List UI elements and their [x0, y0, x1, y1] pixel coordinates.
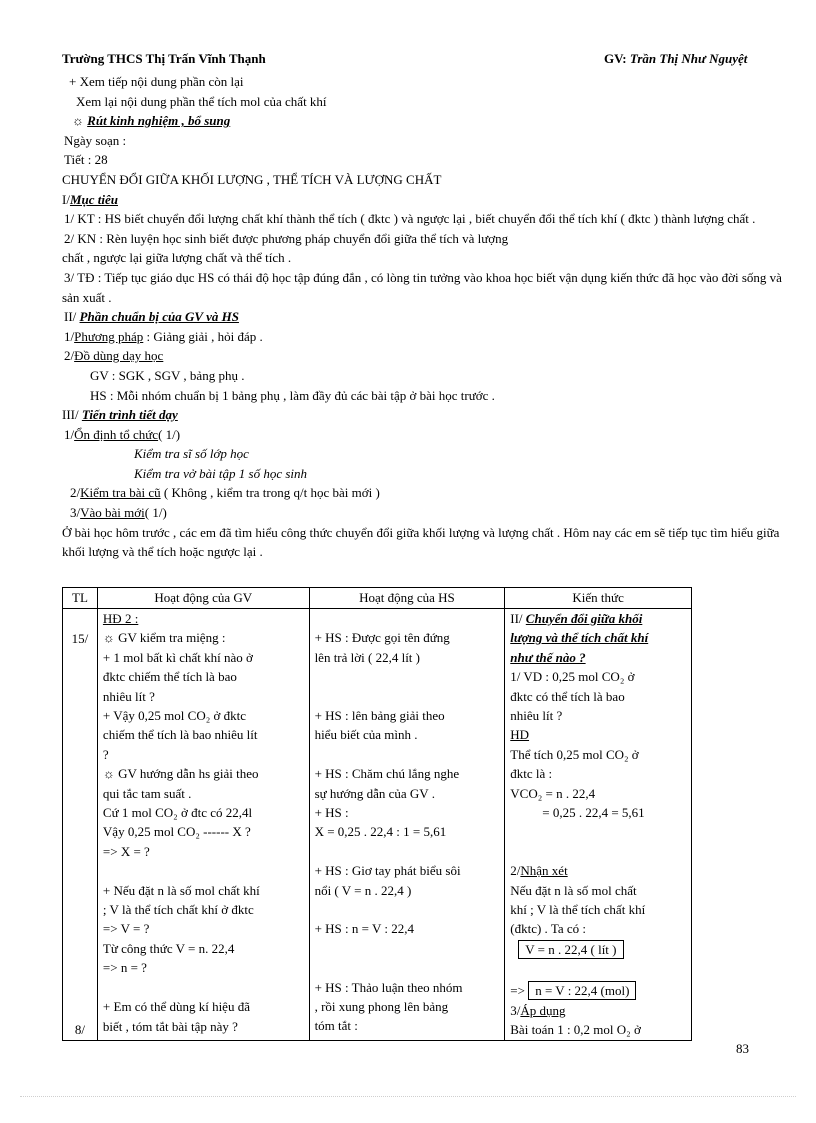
step-detail: Kiểm tra vở bài tập 1 số học sinh: [134, 465, 308, 481]
formula-box: V = n . 22,4 ( lít ): [518, 940, 623, 959]
step-detail: Kiểm tra sĩ số lớp học: [134, 446, 249, 462]
formula-box: n = V : 22,4 (mol): [528, 981, 636, 1000]
star-icon: ☼: [72, 113, 84, 129]
column-header: Kiến thức: [505, 588, 692, 609]
page-divider: [20, 1096, 796, 1097]
lesson-number: Tiết : 28: [64, 152, 108, 168]
page-number: 83: [736, 1041, 749, 1056]
table-row: [63, 609, 692, 1041]
intro-line: + Xem tiếp nội dung phần còn lại: [69, 74, 244, 89]
teacher-label: GV:: [604, 51, 627, 66]
section-heading: III/ Tiến trình tiết dạy: [62, 407, 178, 423]
time-column: [63, 609, 98, 1041]
date-line: Ngày soạn :: [64, 132, 127, 148]
column-header: TL: [63, 588, 98, 609]
knowledge-column: II/ Chuyển đổi giữa khối lượng và thể tích chất khí như thế nào ? 1/ VD : 0,25 mol CO₂ ở đktc có thể tích là bao nhiêu lít ? HD Thể tích 0,25 mol CO₂ ở đktc là : VCO₂ = n . 22,4 = 0,25 . 22,4 = 5,61 2/Nhận xét Nếu đặt n là số mol chất khí ; V là thể tích chất khí (đktc) . Ta có : V = n . 22,4 ( lít ) => n = V : 22,4 (mol) 3/Áp dụng Bài toán 1 : 0,2 mol O₂ ở: [505, 609, 692, 1041]
teacher-name: Trần Thị Như Nguyệt: [629, 51, 748, 66]
objective-skill: 2/ KN : Rèn luyện học sinh biết được phương pháp chuyển đổi giữa thể tích và lượng: [64, 230, 509, 246]
step-line: 1/Ổn định tổ chức( 1/): [64, 426, 181, 442]
school-name: Trường THCS Thị Trấn Vĩnh Thạnh: [62, 51, 266, 66]
lesson-table: [62, 587, 692, 1041]
objective-skill-cont: chất , ngược lại giữa lượng chất và thể tích .: [62, 250, 292, 266]
lesson-title: CHUYỂN ĐỔI GIỮA KHỐI LƯỢNG , THỂ TÍCH VÀ LƯỢNG CHẤT: [62, 171, 442, 187]
time-value: 8/: [74, 1022, 86, 1038]
intro-paragraph: Ở bài học hôm trước , các em đã tìm hiểu công thức chuyển đổi giữa khối lượng và lượng chất . Hôm nay các em sẽ tiếp tục tìm hiểu giữa khối lượng và thể tích hoặc ngược lại .: [62, 524, 780, 560]
materials-line: 2/Đồ dùng dạy học: [64, 348, 164, 364]
column-header: Hoạt động của HS: [309, 588, 505, 609]
step-line: 2/Kiểm tra bài cũ ( Không , kiểm tra trong q/t học bài mới ): [70, 485, 380, 501]
table-header-row: [63, 588, 692, 609]
objective-knowledge: 1/ KT : HS biết chuyển đổi lượng chất khí thành thể tích ( đktc ) và ngược lại , biết chuyển đổi thể tích khí ( đktc ) thành lượng chất .: [64, 211, 756, 227]
student-materials: HS : Mỗi nhóm chuẩn bị 1 bảng phụ , làm đầy đủ các bài tập ở bài học trước .: [90, 387, 495, 403]
column-header: Hoạt động của GV: [97, 588, 309, 609]
method-line: 1/Phương pháp : Giảng giải , hỏi đáp .: [64, 328, 263, 344]
teacher-info: [604, 51, 747, 67]
objective-attitude: 3/ TĐ : Tiếp tục giáo dục HS có thái độ học tập đúng đắn , có lòng tin tưởng vào khoa học biết vận dụng kiến thức đã học vào đời sống và sản xuất .: [62, 269, 782, 305]
student-activity: + HS : Được gọi tên đứng lên trả lời ( 22,4 lít ) + HS : lên bảng giải theo hiểu biết của mình . + HS : Chăm chú lắng nghe sự hướng dẫn của GV . + HS : X = 0,25 . 22,4 : 1 = 5,61 + HS : Giơ tay phát biểu sôi nổi ( V = n . 22,4 ) + HS : n = V : 22,4 + HS : Thảo luận theo nhóm , rồi xung phong lên bảng tóm tắt :: [309, 609, 505, 1041]
section-heading: II/ Phần chuẩn bị của GV và HS: [64, 309, 239, 325]
section-heading: I/Mục tiêu: [62, 191, 118, 207]
teacher-materials: GV : SGK , SGV , bảng phụ .: [90, 367, 245, 383]
step-line: 3/Vào bài mới( 1/): [70, 505, 167, 521]
intro-line: Xem lại nội dung phần thể tích mol của chất khí: [76, 93, 327, 109]
lesson-body: [62, 72, 790, 562]
review-heading: ☼ Rút kinh nghiệm , bổ sung: [72, 113, 231, 129]
time-value: 15/: [71, 631, 89, 646]
teacher-activity: HĐ 2 : ☼ GV kiểm tra miệng : + 1 mol bất kì chất khí nào ở đktc chiếm thể tích là bao nhiêu lít ? + Vậy 0,25 mol CO₂ ở đktc chiếm thể tích là bao nhiêu lít ? ☼ GV hướng dẫn hs giải theo qui tắc tam suất . Cứ 1 mol CO₂ ở đtc có 22,4l Vậy 0,25 mol CO₂ ------ X ? => X = ? + Nếu đặt n là số mol chất khí ; V là thể tích chất khí ở đktc => V = ? Từ công thức V = n. 22,4 => n = ? + Em có thể dùng kí hiệu đã biết , tóm tắt bài tập này ?: [97, 609, 309, 1041]
